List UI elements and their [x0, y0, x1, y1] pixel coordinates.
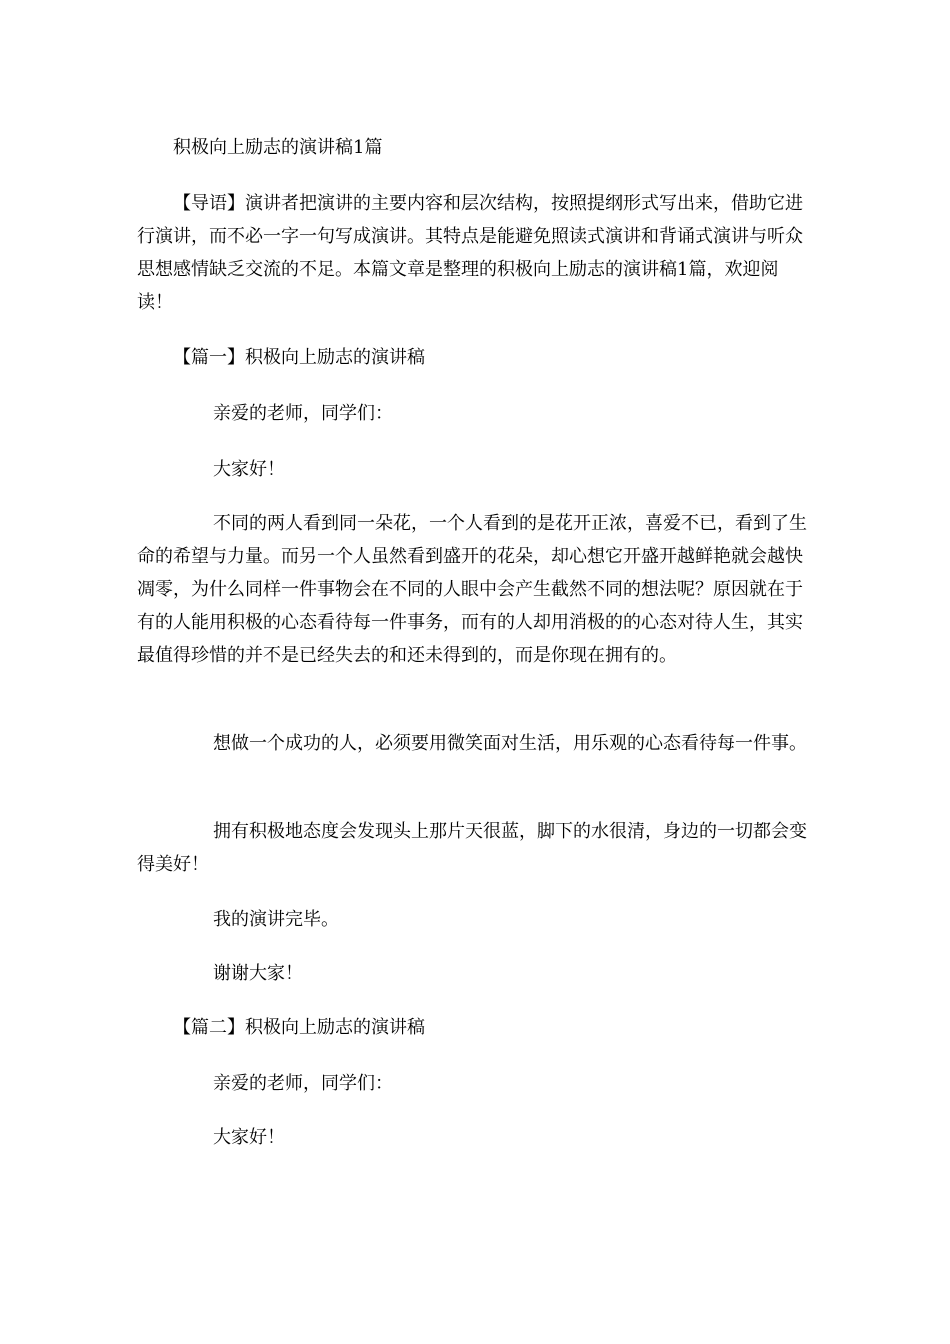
- section2-salutation: 亲爱的老师，同学们：: [213, 1073, 393, 1094]
- section1-paragraph-3: 拥有积极地态度会发现头上那片天很蓝，脚下的水很清，身边的一切都会变得美好！: [137, 821, 807, 875]
- document-title: 积极向上励志的演讲稿1篇: [173, 137, 383, 158]
- section1-heading: 【篇一】积极向上励志的演讲稿: [173, 347, 425, 368]
- section2-greeting: 大家好！: [213, 1127, 285, 1148]
- section1-salutation: 亲爱的老师，同学们：: [213, 403, 393, 424]
- intro-paragraph: 【导语】演讲者把演讲的主要内容和层次结构，按照提纲形式写出来，借助它进行演讲，而不必一字一句写成演讲。其特点是能避免照读式演讲和背诵式演讲与听众思想感情缺乏交流的不足。本篇文章是整理的积极向上励志的演讲稿1篇，欢迎阅读！: [137, 193, 803, 313]
- section1-closing-1: 我的演讲完毕。: [213, 909, 339, 930]
- section1-greeting: 大家好！: [213, 459, 285, 480]
- section1-paragraph-1: 不同的两人看到同一朵花，一个人看到的是花开正浓，喜爱不已，看到了生命的希望与力量。而另一个人虽然看到盛开的花朵，却心想它开盛开越鲜艳就会越快凋零，为什么同样一件事物会在不同的人眼中会产生截然不同的想法呢？原因就在于有的人能用积极的心态看待每一件事务，而有的人却用消极的的心态对待人生，其实最值得珍惜的并不是已经失去的和还未得到的，而是你现在拥有的。: [137, 513, 807, 666]
- section1-paragraph-2: 想做一个成功的人，必须要用微笑面对生活，用乐观的心态看待每一件事。: [213, 733, 807, 754]
- section2-heading: 【篇二】积极向上励志的演讲稿: [173, 1017, 425, 1038]
- section1-closing-2: 谢谢大家！: [213, 963, 303, 984]
